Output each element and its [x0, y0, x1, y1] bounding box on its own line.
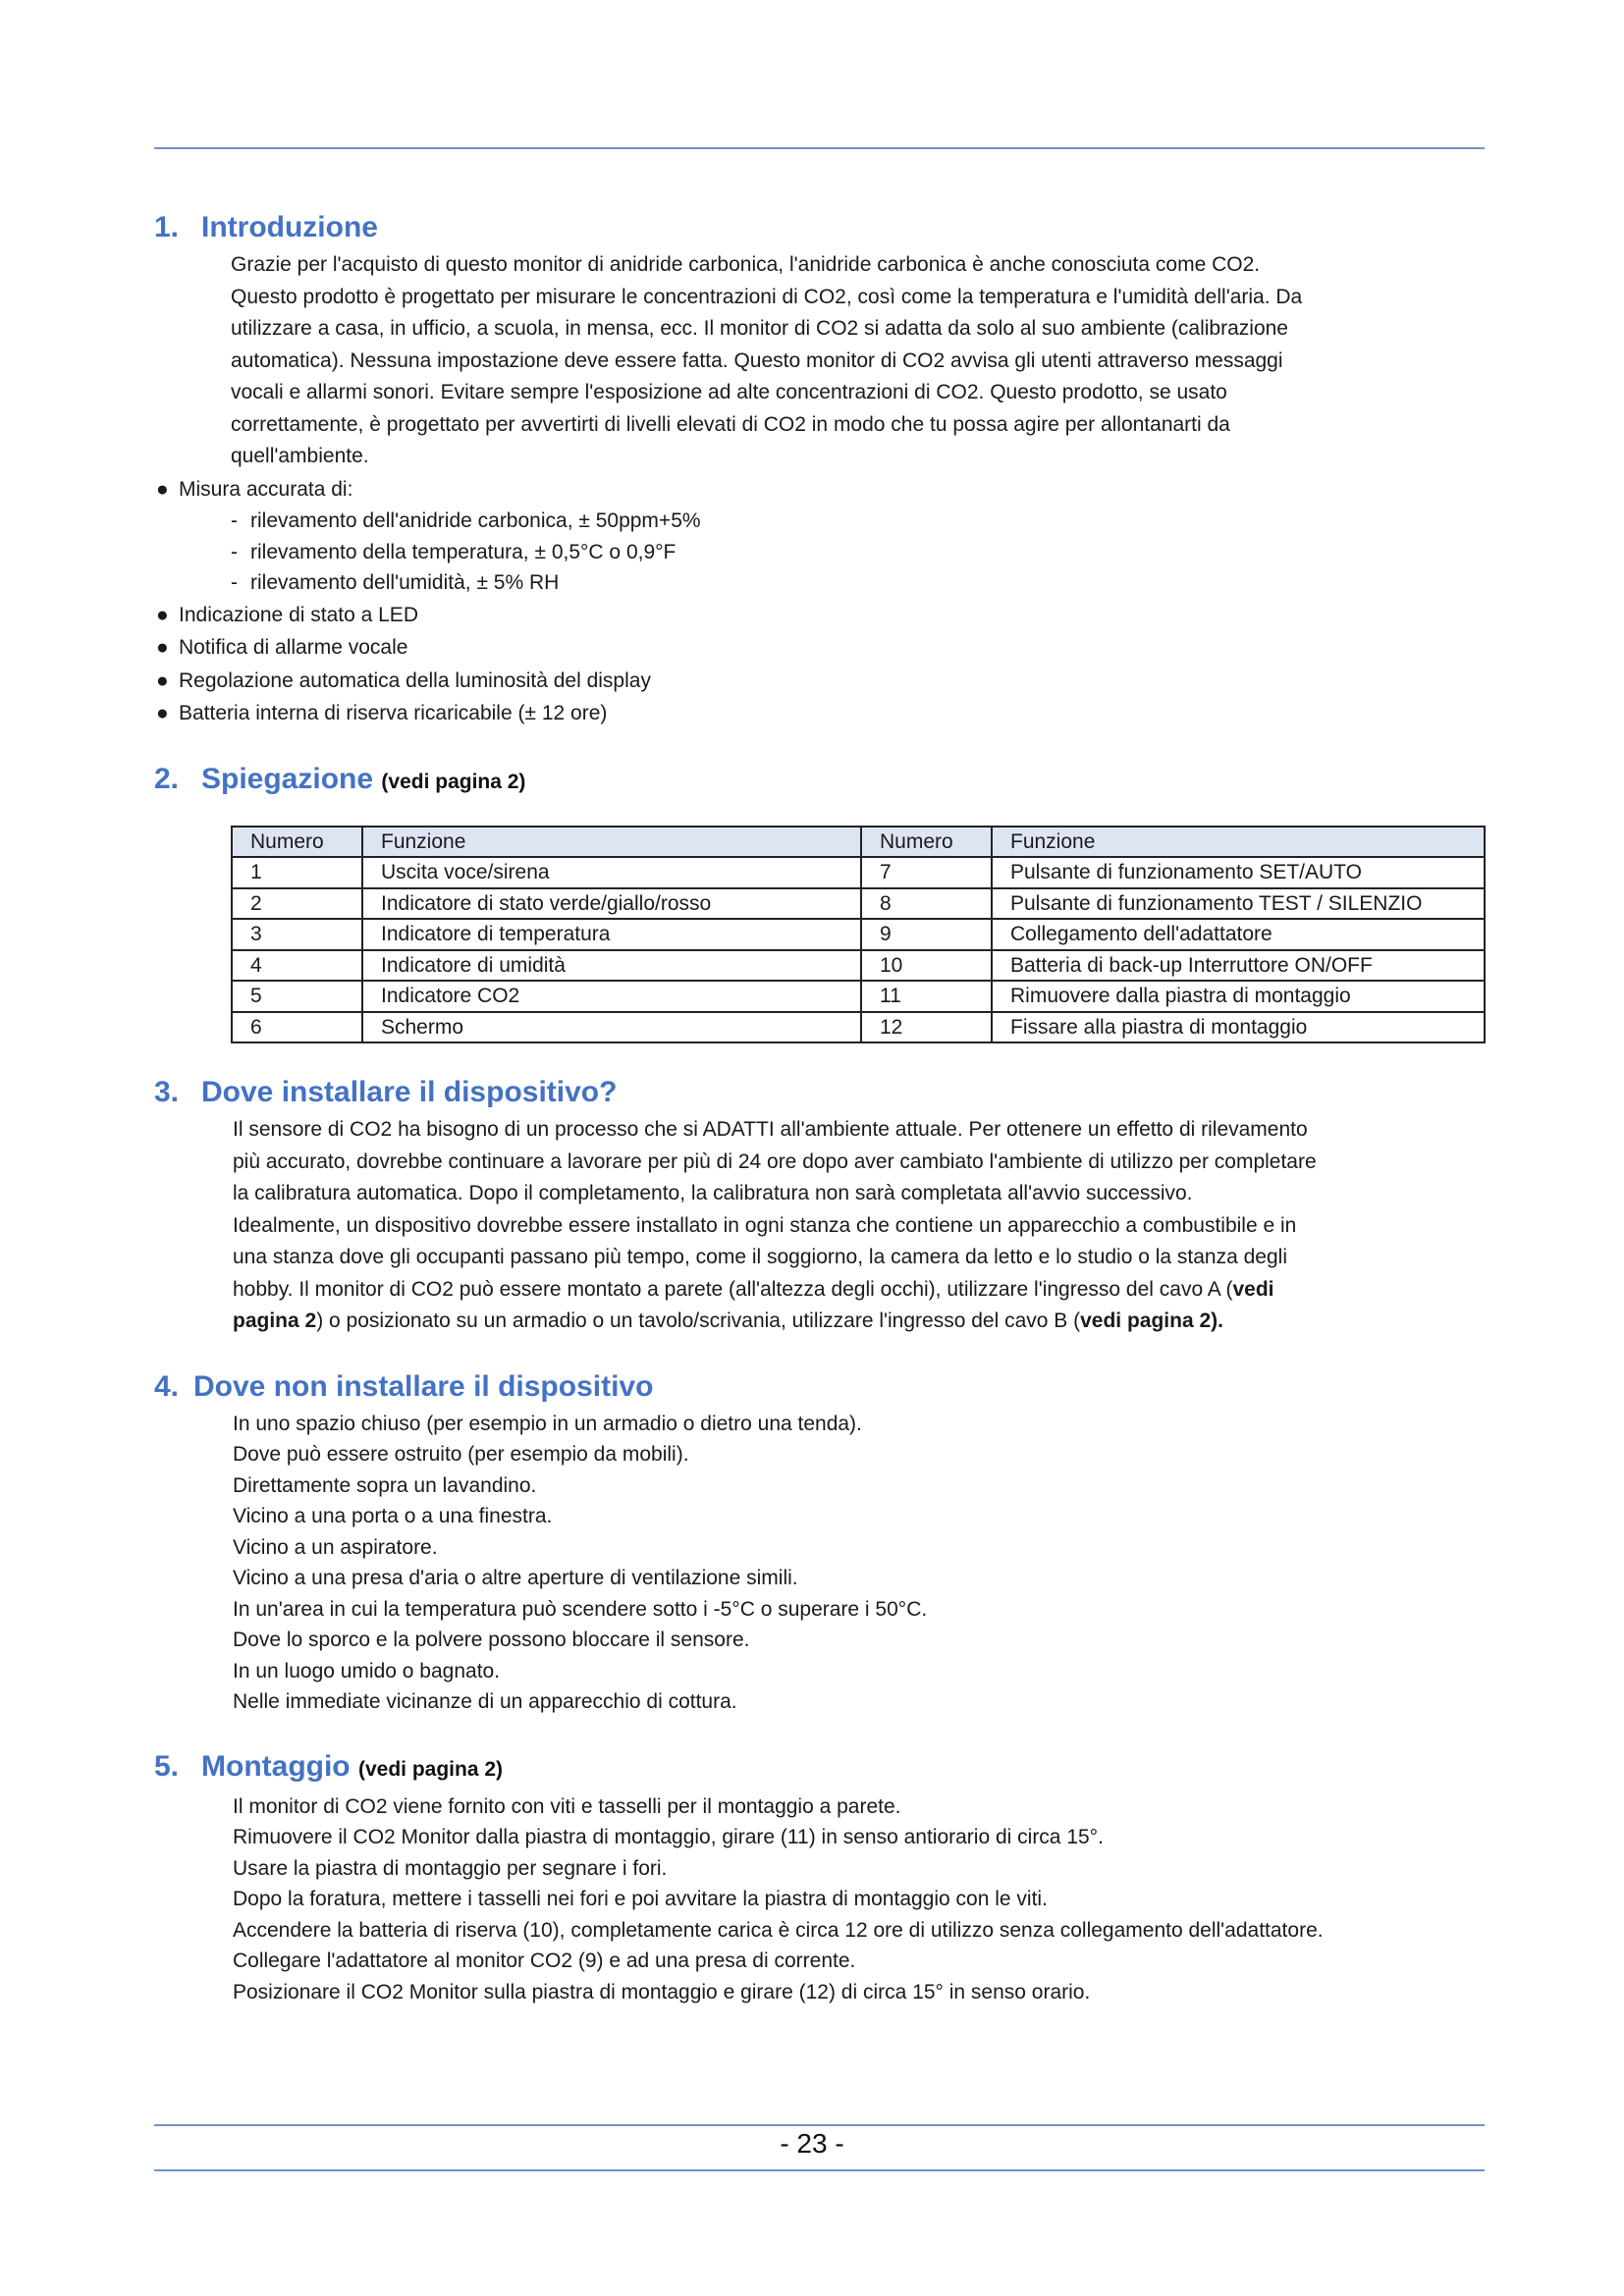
text-line: la calibratura automatica. Dopo il completamento, la calibratura non sarà completata all'avvio successivo. — [233, 1182, 1193, 1204]
text-line: Questo prodotto è progettato per misurare le concentrazioni di CO2, così come la temperatura e l'umidità dell'aria. Da — [231, 285, 1303, 308]
section-note: (vedi pagina 2) — [381, 770, 526, 793]
table-cell: 10 — [861, 950, 992, 982]
table-cell: 1 — [232, 857, 362, 888]
parts-table — [231, 826, 1486, 1044]
text-run: ) o posizionato su un armadio o un tavolo/scrivania, utilizzare l'ingresso del cavo B ( — [316, 1309, 1081, 1332]
section-title: Montaggio — [201, 1749, 351, 1783]
table-cell: 8 — [861, 888, 992, 920]
list-item: Usare la piastra di montaggio per segnare i fori. — [233, 1856, 668, 1880]
list-item-text: Regolazione automatica della luminosità del display — [179, 668, 651, 692]
section-number: 3. — [154, 1076, 180, 1108]
list-item — [154, 473, 1489, 507]
list-item: - rilevamento dell'umidità, ± 5% RH — [231, 571, 560, 594]
bullet-icon: ● — [156, 636, 169, 659]
table-cell: 3 — [232, 919, 362, 950]
table-cell: 7 — [861, 857, 992, 888]
list-item: Dove può essere ostruito (per esempio da mobili). — [233, 1443, 689, 1466]
section-title: Introduzione — [201, 211, 378, 243]
table-cell: Collegamento dell'adattatore — [992, 919, 1485, 950]
table-cell: Indicatore CO2 — [362, 981, 861, 1012]
section-title: Dove non installare il dispositivo — [193, 1369, 654, 1403]
list-item-text: Notifica di allarme vocale — [179, 636, 408, 659]
table-cell: 11 — [861, 981, 992, 1012]
list-item: Vicino a un aspiratore. — [233, 1535, 438, 1559]
table-cell: Indicatore di stato verde/giallo/rosso — [362, 888, 861, 920]
section-number: 1. — [154, 211, 180, 243]
section-5-heading — [154, 1745, 1489, 1791]
table-header-cell: Numero — [861, 827, 992, 858]
feature-list — [154, 599, 1489, 730]
table-cell: 4 — [232, 950, 362, 982]
text-line — [233, 1306, 1489, 1338]
table-header-cell: Funzione — [992, 827, 1485, 858]
table-row — [232, 857, 1485, 888]
table-cell: 9 — [861, 919, 992, 950]
list-item-text: Batteria interna di riserva ricaricabile (± 12 ore) — [179, 702, 608, 724]
table-row — [232, 1012, 1485, 1043]
section-4-heading — [154, 1365, 1489, 1409]
table-cell: 5 — [232, 981, 362, 1012]
text-line: Grazie per l'acquisto di questo monitor di anidride carbonica, l'anidride carbonica è anche conosciuta come CO2. — [231, 253, 1261, 276]
list-item: - rilevamento della temperatura, ± 0,5°C o 0,9°F — [231, 540, 677, 563]
table-cell: Indicatore di umidità — [362, 950, 861, 982]
list-item: Rimuovere il CO2 Monitor dalla piastra di montaggio, girare (11) in senso antiorario di circa 15°. — [233, 1826, 1104, 1848]
text-line: Il sensore di CO2 ha bisogno di un processo che si ADATTI all'ambiente attuale. Per ottenere un effetto di rilevamento — [233, 1118, 1308, 1141]
section-1-heading — [154, 206, 1489, 249]
feature-list — [154, 473, 1489, 507]
section-2-heading — [154, 758, 1489, 804]
intro-paragraph — [231, 249, 1489, 473]
list-item: Vicino a una presa d'aria o altre aperture di ventilazione simili. — [233, 1567, 798, 1589]
table-cell: Schermo — [362, 1012, 861, 1043]
table-cell: 2 — [232, 888, 362, 920]
list-item: Nelle immediate vicinanze di un apparecchio di cottura. — [233, 1690, 737, 1713]
footer-rule — [154, 2169, 1485, 2171]
list-item-text: rilevamento dell'umidità, ± 5% RH — [250, 571, 560, 594]
section-number: 5. — [154, 1749, 180, 1783]
list-item: Vicino a una porta o a una finestra. — [233, 1505, 553, 1527]
table-header-cell: Funzione — [362, 827, 861, 858]
text-line: Idealmente, un dispositivo dovrebbe essere installato in ogni stanza che contiene un apparecchio a combustibile e in — [233, 1213, 1297, 1237]
list-item — [154, 599, 1489, 632]
text-line — [233, 1274, 1489, 1307]
list-item: In uno spazio chiuso (per esempio in un armadio o dietro una tenda). — [233, 1412, 862, 1435]
text-run-bold: vedi pagina 2). — [1080, 1309, 1223, 1332]
list-item-text: Indicazione di stato a LED — [179, 603, 418, 626]
table-row — [232, 919, 1485, 950]
table-row — [232, 950, 1485, 982]
table-cell: Rimuovere dalla piastra di montaggio — [992, 981, 1485, 1012]
bullet-icon: ● — [156, 668, 169, 692]
text-line: vocali e allarmi sonori. Evitare sempre l'esposizione ad alte concentrazioni di CO2. Questo prodotto, se usato — [231, 381, 1227, 403]
list-item-text: rilevamento dell'anidride carbonica, ± 50ppm+5% — [250, 509, 701, 532]
bullet-icon: ● — [156, 477, 169, 501]
table-header-cell: Numero — [232, 827, 362, 858]
table-cell: Indicatore di temperatura — [362, 919, 861, 950]
table-cell: 12 — [861, 1012, 992, 1043]
list-item-text: Misura accurata di: — [179, 477, 353, 501]
text-line: automatica). Nessuna impostazione deve essere fatta. Questo monitor di CO2 avvisa gli utenti attraverso messaggi — [231, 348, 1283, 372]
page-number: - 23 - — [780, 2128, 844, 2159]
list-item: Dopo la foratura, mettere i tasselli nei fori e poi avvitare la piastra di montaggio con le viti. — [233, 1888, 1048, 1910]
table-cell: Pulsante di funzionamento TEST / SILENZIO — [992, 888, 1485, 920]
measure-sublist — [231, 506, 1489, 599]
list-item — [154, 665, 1489, 698]
table-row — [232, 888, 1485, 920]
list-item-text: rilevamento della temperatura, ± 0,5°C o 0,9°F — [250, 540, 677, 563]
table-cell: Batteria di back-up Interruttore ON/OFF — [992, 950, 1485, 982]
list-item: Dove lo sporco e la polvere possono bloccare il sensore. — [233, 1629, 750, 1651]
avoid-list — [233, 1409, 1489, 1718]
table-cell: Pulsante di funzionamento SET/AUTO — [992, 857, 1485, 888]
footer-rule — [154, 2124, 1485, 2126]
list-item: Il monitor di CO2 viene fornito con viti e tasselli per il montaggio a parete. — [233, 1794, 901, 1818]
header-rule — [154, 147, 1485, 149]
list-item: In un'area in cui la temperatura può scendere sotto i -5°C o superare i 50°C. — [233, 1597, 928, 1621]
table-cell: 6 — [232, 1012, 362, 1043]
list-item: - rilevamento dell'anidride carbonica, ± 50ppm+5% — [231, 509, 701, 532]
list-item: Posizionare il CO2 Monitor sulla piastra di montaggio e girare (12) di circa 15° in senso orario. — [233, 1980, 1091, 2003]
text-line: utilizzare a casa, in ufficio, a scuola, in mensa, ecc. Il monitor di CO2 si adatta da solo al suo ambiente (calibrazione — [231, 317, 1288, 340]
mounting-steps — [233, 1791, 1489, 2008]
list-item: Collegare l'adattatore al monitor CO2 (9) e ad una presa di corrente. — [233, 1949, 856, 1972]
text-run-bold: pagina 2 — [233, 1309, 317, 1332]
text-run-bold: vedi — [1232, 1277, 1274, 1301]
section-note: (vedi pagina 2) — [357, 1757, 504, 1781]
list-item: Accendere la batteria di riserva (10), completamente carica è circa 12 ore di utilizzo senza collegamento dell'adattatore. — [233, 1918, 1324, 1942]
list-item — [154, 697, 1489, 730]
page-content — [154, 206, 1489, 2007]
section-title: Dove installare il dispositivo? — [201, 1076, 618, 1108]
list-item: In un luogo umido o bagnato. — [233, 1659, 501, 1682]
table-cell: Fissare alla piastra di montaggio — [992, 1012, 1485, 1043]
bullet-icon: ● — [156, 702, 169, 724]
table-row — [232, 981, 1485, 1012]
list-item: Direttamente sopra un lavandino. — [233, 1473, 537, 1497]
table-header-row — [232, 827, 1485, 858]
text-line: correttamente, è progettato per avvertirti di livelli elevati di CO2 in modo che tu possa agire per allontanarti da — [231, 412, 1230, 436]
table-cell: Uscita voce/sirena — [362, 857, 861, 888]
section-3-heading — [154, 1071, 1489, 1114]
text-line: una stanza dove gli occupanti passano più tempo, come il soggiorno, la camera da letto e lo studio o la stanza degli — [233, 1246, 1287, 1268]
text-line: quell'ambiente. — [231, 445, 369, 467]
bullet-icon: ● — [156, 603, 169, 626]
list-item — [154, 631, 1489, 665]
section-number: 4. — [154, 1369, 180, 1403]
install-paragraph — [233, 1114, 1489, 1338]
text-run: hobby. Il monitor di CO2 può essere montato a parete (all'altezza degli occhi), utilizzare l'ingresso del cavo A ( — [233, 1277, 1233, 1301]
section-number: 2. — [154, 762, 180, 795]
section-title: Spiegazione — [201, 762, 374, 795]
text-line: più accurato, dovrebbe continuare a lavorare per più di 24 ore dopo aver cambiato l'ambiente di utilizzo per completare — [233, 1149, 1317, 1173]
